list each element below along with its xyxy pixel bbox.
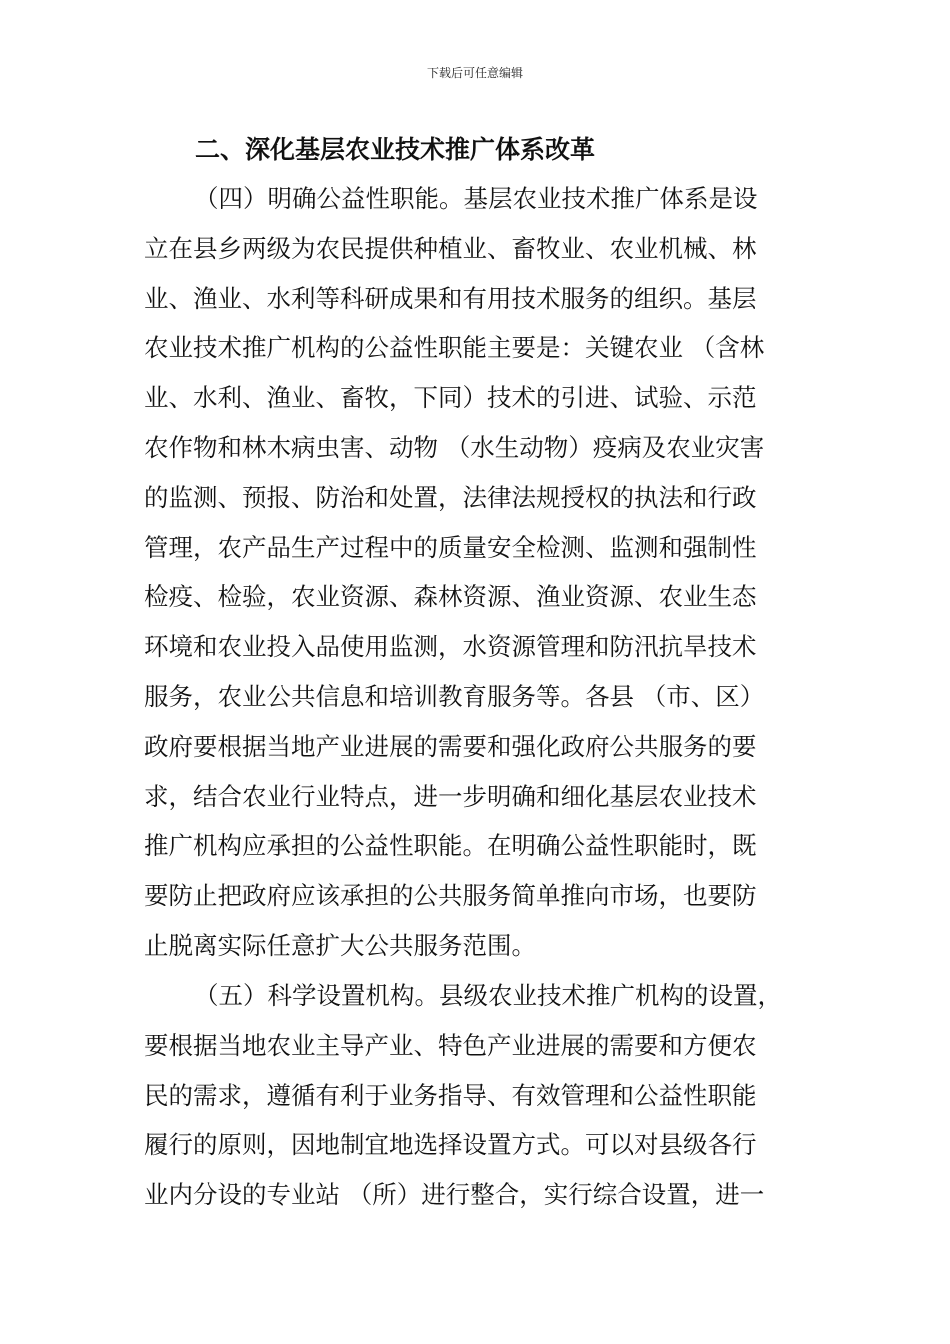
paragraph-line: 环境和农业投入品使用监测，水资源管理和防汛抗旱技术: [144, 632, 757, 662]
paragraph-line: 的监测、预报、防治和处置，法律法规授权的执法和行政: [144, 482, 757, 512]
paragraph-2: [144, 971, 809, 1220]
paragraph-line: 业内分设的专业站 （所）进行整合，实行综合设置，进一: [144, 1180, 765, 1210]
paragraph-line: 要防止把政府应该承担的公共服务简单推向市场，也要防: [144, 881, 757, 911]
paragraph-line: 农作物和林木病虫害、动物 （水生动物）疫病及农业灾害: [144, 432, 765, 462]
paragraph-line: 履行的原则，因地制宜地选择设置方式。可以对县级各行: [144, 1130, 757, 1160]
paragraph-line: 政府要根据当地产业进展的需要和强化政府公共服务的要: [144, 731, 757, 761]
paragraph-line: 要根据当地农业主导产业、特色产业进展的需要和方便农: [144, 1030, 757, 1060]
paragraph-line: 服务，农业公共信息和培训教育服务等。各县 （市、区）: [144, 681, 765, 711]
paragraph-1: [144, 174, 809, 971]
paragraph-line: 农业技术推广机构的公益性职能主要是：关键农业 （含林: [144, 333, 765, 363]
paragraph-line: 止脱离实际任意扩大公共服务范围。: [144, 930, 536, 960]
paragraph-line: 民的需求，遵循有利于业务指导、有效管理和公益性职能: [144, 1080, 757, 1110]
paragraph-line: 求，结合农业行业特点，进一步明确和细化基层农业技术: [144, 781, 757, 811]
paragraph-line: 管理，农产品生产过程中的质量安全检测、监测和强制性: [144, 532, 757, 562]
header-note: 下载后可任意编辑: [426, 66, 523, 80]
paragraph-line: 立在县乡两级为农民提供种植业、畜牧业、农业机械、林: [144, 233, 757, 263]
paragraph-line: 业、水利、渔业、畜牧，下同）技术的引进、试验、示范: [144, 383, 757, 413]
paragraph-line: 检疫、检验，农业资源、森林资源、渔业资源、农业生态: [144, 582, 757, 612]
paragraph-line: 业、渔业、水利等科研成果和有用技术服务的组织。基层: [144, 283, 757, 313]
section-title: 二、深化基层农业技术推广体系改革: [195, 135, 596, 164]
paragraph-line: （五）科学设置机构。县级农业技术推广机构的设置，: [194, 981, 782, 1010]
paragraph-line: （四）明确公益性职能。基层农业技术推广体系是设: [194, 184, 758, 213]
paragraph-line: 推广机构应承担的公益性职能。在明确公益性职能时，既: [144, 831, 757, 861]
